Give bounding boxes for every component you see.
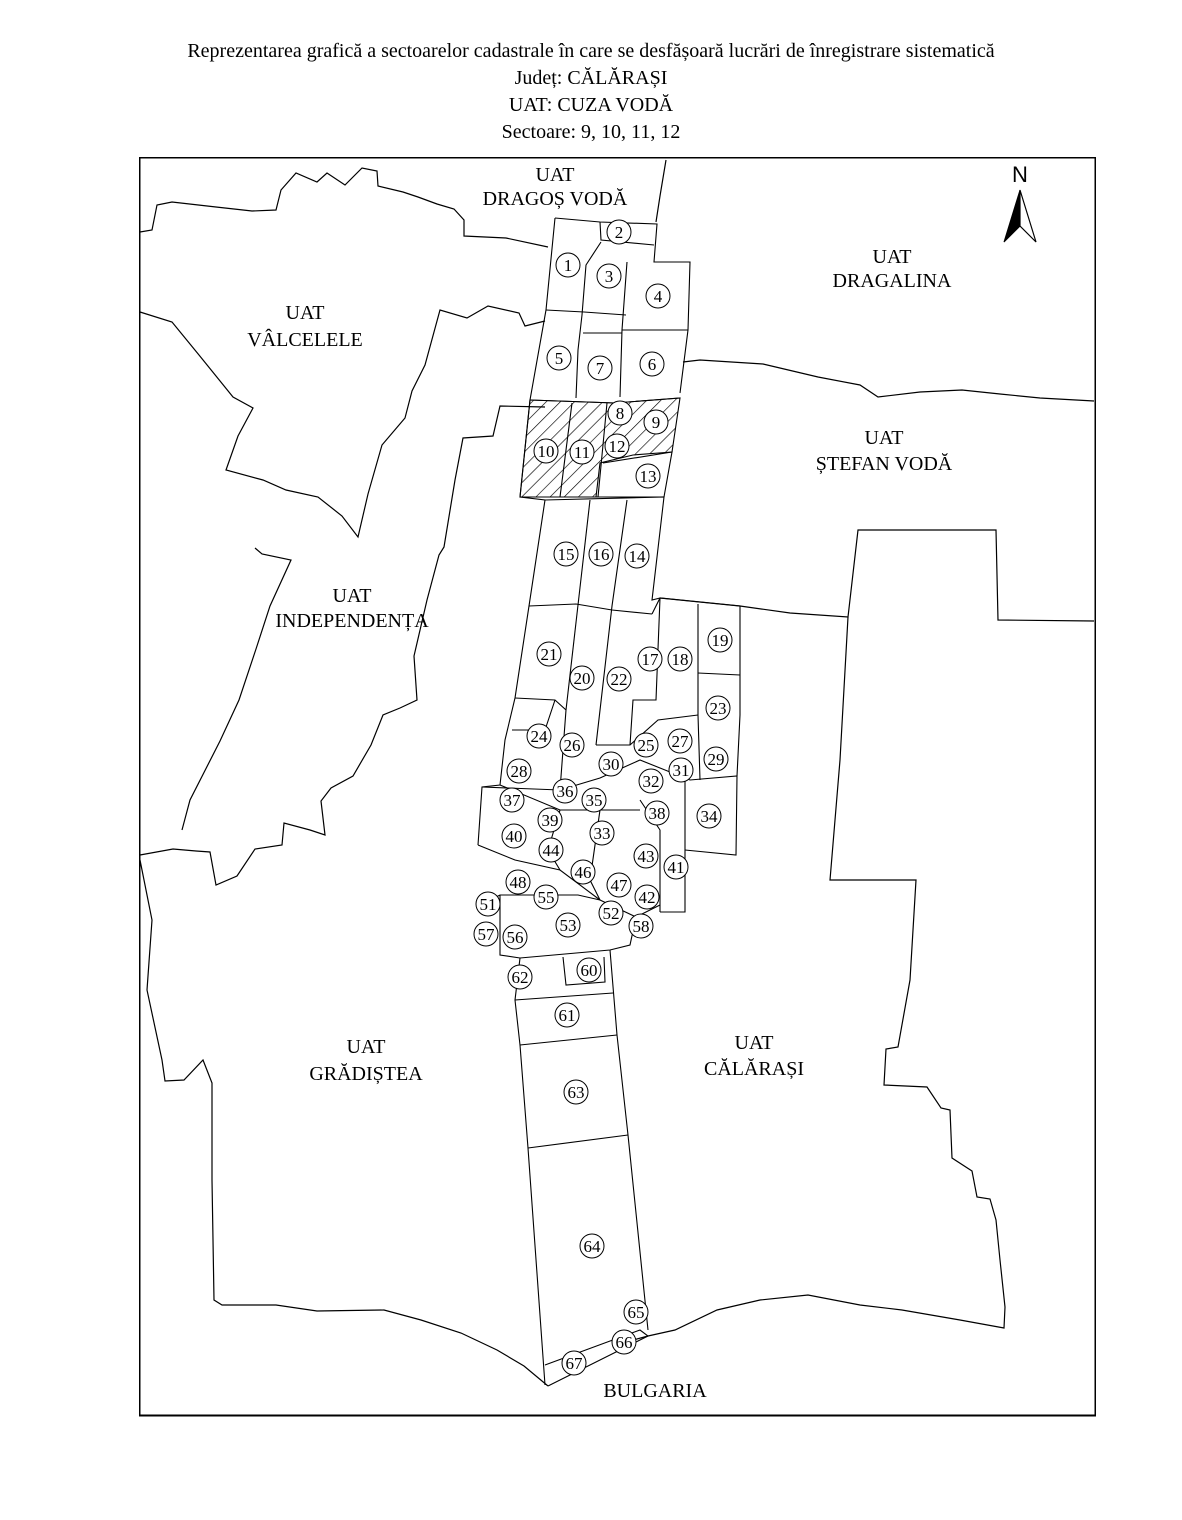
dragos-voda-east [656,160,666,222]
sector-marker-25 [634,733,658,757]
sector-number-53: 53 [559,916,577,935]
sector-marker-36 [553,779,577,803]
sector-marker-37 [500,788,524,812]
sector-marker-24 [527,724,551,748]
sector-marker-10 [534,439,558,463]
sector-number-62: 62 [511,968,529,987]
map-title: Reprezentarea grafică a sectoarelor cadastrale în care se desfășoară lucrări de înregistrare sistematică [187,40,995,62]
sector-marker-58 [629,914,653,938]
sector-marker-41 [664,855,688,879]
sector-number-16: 16 [592,545,610,564]
sector-marker-52 [599,901,623,925]
sector-marker-47 [607,873,631,897]
cadastral-map [139,157,1096,1417]
uat-stefan-voda-label-1: UAT [864,427,904,449]
uat-gradistea-label-1: UAT [346,1036,386,1058]
calarasi-boundary [633,617,1005,1340]
sector-marker-66 [612,1330,636,1354]
sector-marker-35 [582,788,606,812]
sector-marker-5 [547,346,571,370]
sector-number-5: 5 [554,349,564,368]
bulgaria-label: BULGARIA [603,1380,707,1402]
sector-number-36: 36 [556,782,574,801]
sector-marker-56 [503,925,527,949]
sector-marker-65 [624,1300,648,1324]
sector-number-26: 26 [563,736,581,755]
uat-independenta-label-1: UAT [332,585,372,607]
sector-marker-63 [564,1080,588,1104]
sector-number-64: 64 [583,1237,601,1256]
sectors-line: Sectoare: 9, 10, 11, 12 [501,121,681,143]
sector-number-13: 13 [639,467,657,486]
sector-number-66: 66 [615,1333,633,1352]
sector-number-10: 10 [537,442,555,461]
stefan-voda-boundary [660,530,1094,621]
sector-marker-55 [534,885,558,909]
sector-marker-14 [625,544,649,568]
sector-marker-22 [607,667,631,691]
uat-line: UAT: CUZA VODĂ [508,94,674,116]
sector-marker-20 [570,666,594,690]
sector-marker-2 [607,220,631,244]
sector-number-61: 61 [558,1006,576,1025]
sector-number-52: 52 [602,904,620,923]
sector-marker-28 [507,759,531,783]
dragalina-boundary [683,360,1094,401]
sector-number-38: 38 [648,804,666,823]
sector-marker-64 [580,1234,604,1258]
sector-number-19: 19 [711,631,729,650]
sector-marker-48 [506,870,530,894]
sector-number-48: 48 [509,873,527,892]
sector-marker-57 [474,922,498,946]
sector-marker-8 [608,401,632,425]
sector-marker-6 [640,352,664,376]
sector-number-40: 40 [505,827,523,846]
sector-number-47: 47 [610,876,628,895]
sector-marker-60 [577,958,601,982]
uat-gradistea-label-2: GRĂDIȘTEA [309,1063,423,1085]
sector-marker-21 [537,642,561,666]
sector-number-6: 6 [647,355,657,374]
sector-marker-29 [704,747,728,771]
sector-number-35: 35 [585,791,603,810]
north-arrow-icon [1004,162,1036,242]
sector-number-18: 18 [671,650,689,669]
sector-number-24: 24 [530,727,548,746]
sector-number-39: 39 [541,811,559,830]
sector-number-32: 32 [642,772,660,791]
sector-number-67: 67 [565,1354,583,1373]
sector-marker-27 [668,729,692,753]
sector-number-12: 12 [608,437,626,456]
sector-number-34: 34 [700,807,718,826]
uat-valcelele-label-2: VÂLCELELE [247,329,363,351]
sector-marker-1 [556,253,580,277]
north-arrow-label: N [1012,162,1028,187]
sector-number-3: 3 [604,267,614,286]
sector-number-33: 33 [593,824,611,843]
sector-number-11: 11 [573,443,591,462]
independenta-west [182,548,291,830]
sector-marker-31 [669,758,693,782]
sector-marker-53 [556,913,580,937]
sector-marker-9 [644,410,668,434]
uat-calarasi-label-1: UAT [734,1032,774,1054]
sector-marker-34 [697,804,721,828]
sector-marker-19 [708,628,732,652]
sector-number-21: 21 [540,645,558,664]
sector-number-23: 23 [709,699,727,718]
sector-marker-32 [639,769,663,793]
sector-number-44: 44 [542,841,560,860]
sector-marker-17 [638,647,662,671]
sector-number-7: 7 [595,359,605,378]
sector-number-57: 57 [477,925,495,944]
sector-markers [474,220,732,1375]
sector-number-22: 22 [610,670,628,689]
sector-number-1: 1 [563,256,573,275]
sector-number-14: 14 [628,547,646,566]
uat-dragos-voda-label-1: UAT [535,164,575,186]
sector-number-46: 46 [574,863,592,882]
sector-number-55: 55 [537,888,555,907]
sector-number-20: 20 [573,669,591,688]
uat-dragalina-label-2: DRAGALINA [832,270,952,292]
sector-number-9: 9 [651,413,661,432]
sector-number-65: 65 [627,1303,645,1322]
sector-number-51: 51 [479,895,497,914]
uat-calarasi-label-2: CĂLĂRAȘI [703,1058,805,1080]
uat-dragos-voda-label-2: DRAGOȘ VODĂ [482,188,628,210]
sector-marker-30 [599,752,623,776]
sector-marker-44 [539,838,563,862]
sector-marker-13 [636,464,660,488]
sector-number-25: 25 [637,736,655,755]
sector-number-37: 37 [503,791,521,810]
sector-marker-39 [538,808,562,832]
sector-marker-38 [645,801,669,825]
sector-number-4: 4 [653,287,663,306]
sector-number-28: 28 [510,762,528,781]
uat-dragalina-label-1: UAT [872,246,912,268]
sector-marker-61 [555,1003,579,1027]
independenta-boundary [140,406,545,885]
sector-number-60: 60 [580,961,598,980]
sector-marker-67 [562,1351,586,1375]
sector-marker-18 [668,647,692,671]
sector-number-8: 8 [615,404,625,423]
sector-number-42: 42 [638,888,656,907]
sector-marker-4 [646,284,670,308]
sector-marker-7 [588,356,612,380]
sector-number-43: 43 [637,847,655,866]
sector-marker-16 [589,542,613,566]
sector-marker-11 [570,440,594,464]
sector-marker-26 [560,733,584,757]
sector-marker-12 [605,434,629,458]
sector-marker-40 [502,824,526,848]
sector-number-17: 17 [641,650,659,669]
sector-marker-23 [706,696,730,720]
sector-marker-46 [571,860,595,884]
uat-valcelele-label-1: UAT [285,302,325,324]
county-line: Județ: CĂLĂRAȘI [514,67,668,89]
sector-number-27: 27 [671,732,689,751]
sector-number-15: 15 [557,545,575,564]
sector-number-63: 63 [567,1083,585,1102]
sector-number-2: 2 [614,223,624,242]
map-title-block [0,38,1182,146]
sector-marker-15 [554,542,578,566]
sector-marker-3 [597,264,621,288]
uat-stefan-voda-label-2: ȘTEFAN VODĂ [815,453,953,475]
sector-marker-62 [508,965,532,989]
sector-marker-42 [635,885,659,909]
sector-marker-33 [590,821,614,845]
sector-number-30: 30 [602,755,620,774]
sector-number-31: 31 [672,761,690,780]
sector-number-29: 29 [707,750,725,769]
sector-marker-43 [634,844,658,868]
sector-number-56: 56 [506,928,524,947]
uat-labels [247,164,953,1402]
sector-number-41: 41 [667,858,685,877]
sector-marker-51 [476,892,500,916]
sector-number-58: 58 [632,917,650,936]
uat-independenta-label-2: INDEPENDENȚA [275,610,429,632]
